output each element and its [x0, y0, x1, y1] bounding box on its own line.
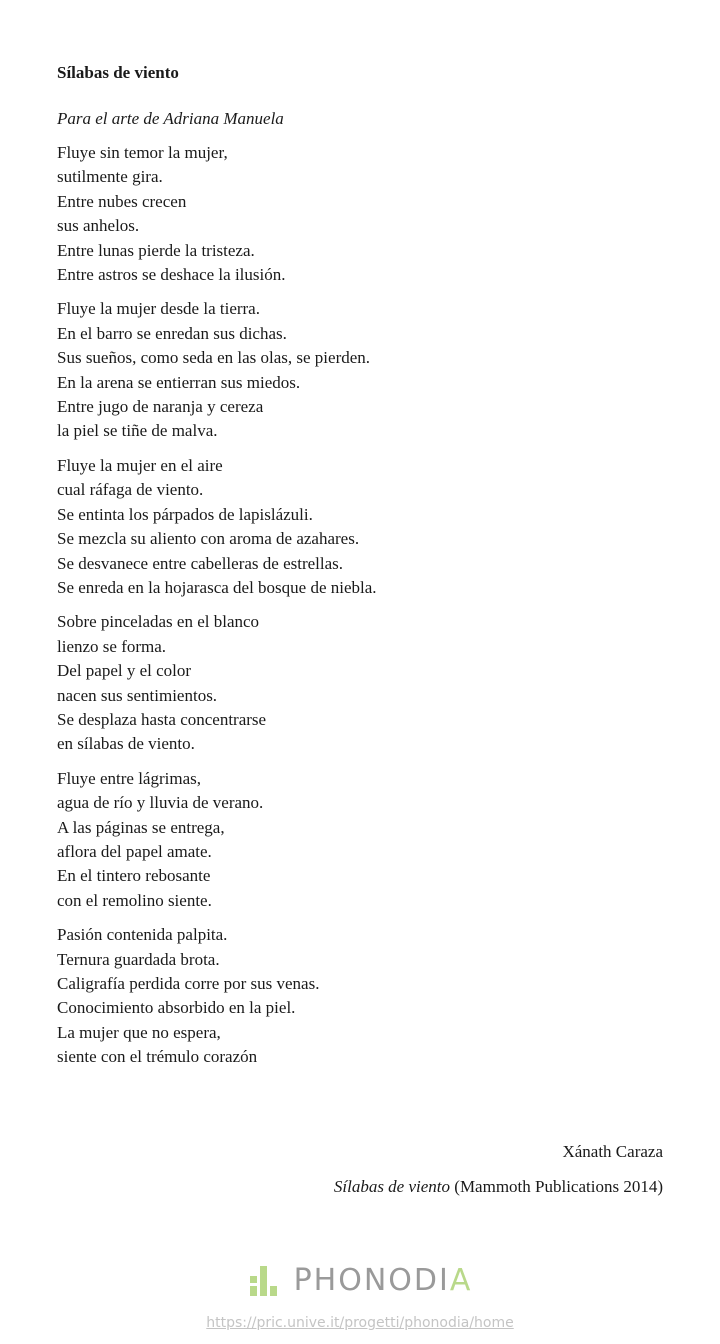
phonodia-url-link[interactable]: https://pric.unive.it/progetti/phonodia/home	[206, 1315, 514, 1331]
logo-text-main: PHONODI	[293, 1262, 450, 1298]
stanza	[57, 767, 663, 913]
poem-line: con el remolino siente.	[57, 890, 212, 910]
logo-wordmark	[294, 1263, 473, 1298]
poem-line: Fluye la mujer en el aire	[57, 455, 223, 475]
poem-line: aflora del papel amate.	[57, 841, 212, 861]
poem-line: sutilmente gira.	[57, 167, 163, 187]
poem-line: Pasión contenida palpita.	[57, 925, 228, 945]
poem-line: La mujer que no espera,	[57, 1022, 221, 1042]
poem-line: Conocimiento absorbido en la piel.	[57, 998, 296, 1018]
poem-line: Se desvanece entre cabelleras de estrellas.	[57, 553, 344, 573]
bar-chart-logo-icon	[248, 1262, 284, 1298]
poem-page	[57, 60, 663, 1080]
poem-line: siente con el trémulo corazón	[57, 1047, 258, 1067]
book-title: Sílabas de viento	[333, 1177, 451, 1196]
poem-line: Sobre pinceladas en el blanco	[57, 612, 260, 632]
poem-line: A las páginas se entrega,	[57, 817, 225, 837]
stanza	[57, 923, 663, 1069]
poem-line: Se entinta los párpados de lapislázuli.	[57, 504, 313, 524]
poem-line: Se enreda en la hojarasca del bosque de niebla.	[57, 577, 377, 597]
poem-line: Fluye la mujer desde la tierra.	[57, 299, 260, 319]
poem-body	[57, 141, 663, 1070]
stanza	[57, 454, 663, 600]
poem-line: Ternura guardada brota.	[57, 949, 220, 969]
poem-line: sus anhelos.	[57, 216, 140, 236]
poem-line: lienzo se forma.	[57, 636, 167, 656]
poem-line: Del papel y el color	[57, 661, 192, 681]
footer	[0, 1262, 720, 1331]
poem-line: Fluye entre lágrimas,	[57, 768, 201, 788]
logo-text-accent: A	[449, 1262, 473, 1298]
stanza	[57, 610, 663, 756]
stanza	[57, 297, 663, 443]
poem-line: la piel se tiñe de malva.	[57, 421, 218, 441]
poem-line: Entre lunas pierde la tristeza.	[57, 240, 255, 260]
poem-line: Entre astros se deshace la ilusión.	[57, 265, 286, 285]
attribution	[334, 1139, 663, 1200]
source-citation	[334, 1174, 663, 1200]
poem-line: cual ráfaga de viento.	[57, 480, 204, 500]
author-name: Xánath Caraza	[562, 1142, 663, 1161]
poem-dedication: Para el arte de Adriana Manuela	[57, 109, 284, 128]
stanza	[57, 141, 663, 287]
poem-line: Entre jugo de naranja y cereza	[57, 397, 264, 417]
poem-title: Sílabas de viento	[57, 63, 179, 82]
phonodia-logo	[248, 1262, 473, 1298]
poem-line: En la arena se entierran sus miedos.	[57, 372, 301, 392]
poem-line: En el tintero rebosante	[57, 866, 211, 886]
poem-line: Entre nubes crecen	[57, 191, 187, 211]
poem-line: nacen sus sentimientos.	[57, 685, 218, 705]
poem-line: Se desplaza hasta concentrarse	[57, 709, 267, 729]
poem-line: agua de río y lluvia de verano.	[57, 793, 264, 813]
poem-line: Se mezcla su aliento con aroma de azahares.	[57, 529, 360, 549]
publication-info: (Mammoth Publications 2014)	[450, 1177, 663, 1196]
poem-line: En el barro se enredan sus dichas.	[57, 323, 287, 343]
poem-line: Fluye sin temor la mujer,	[57, 143, 228, 162]
poem-line: Sus sueños, como seda en las olas, se pierden.	[57, 348, 371, 368]
poem-line: Caligrafía perdida corre por sus venas.	[57, 974, 320, 993]
poem-line: en sílabas de viento.	[57, 734, 195, 754]
